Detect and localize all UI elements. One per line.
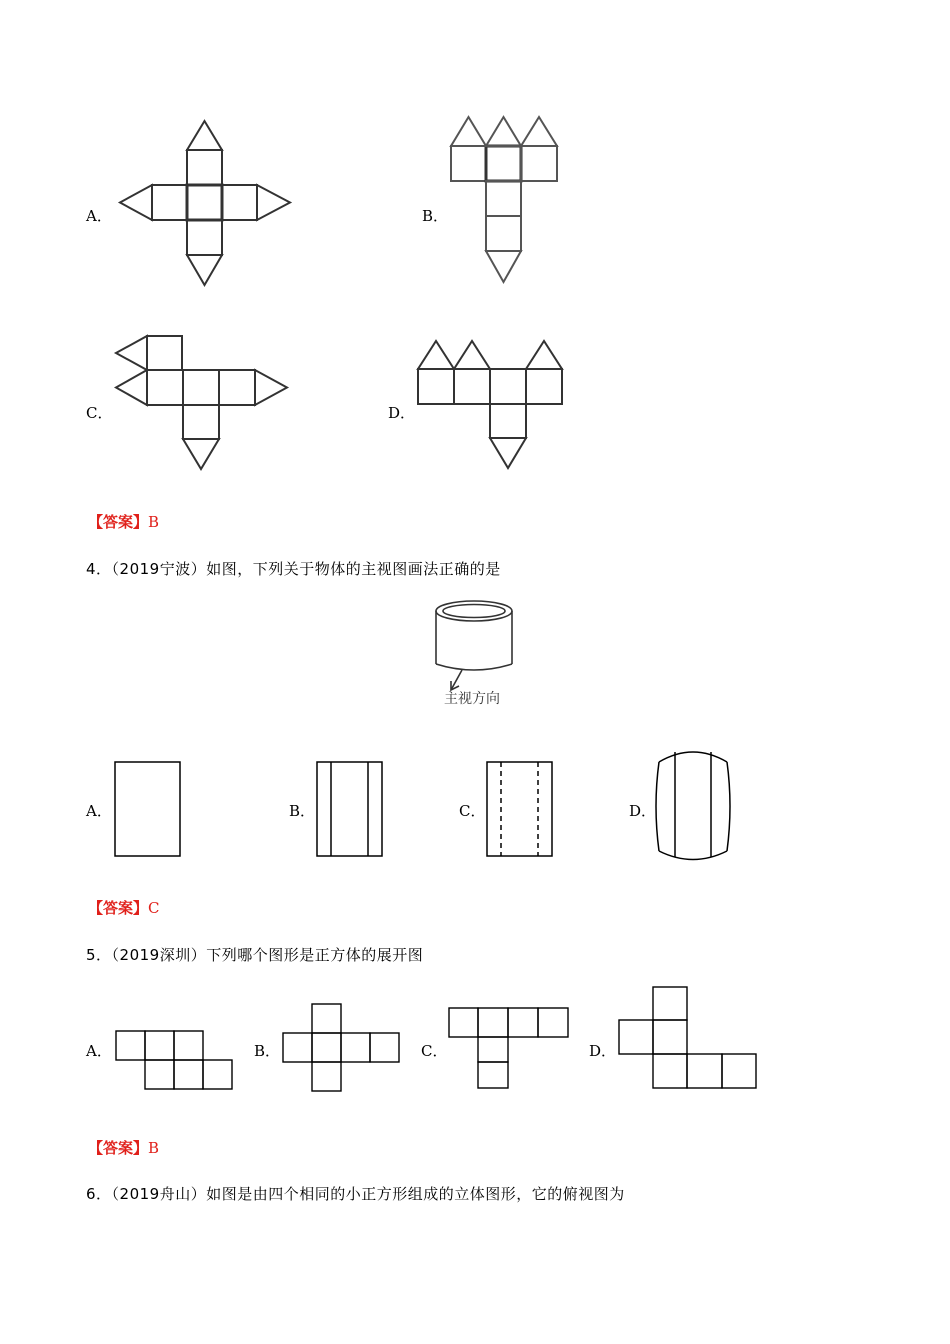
q5-answer xyxy=(88,1137,159,1158)
q4-text: 4．（2019宁波）如图，下列关于物体的主视图画法正确的是 xyxy=(86,560,501,578)
q5-text: 5．（2019深圳）下列哪个图形是正方体的展开图 xyxy=(86,946,424,964)
q5-option-a-label: A． xyxy=(86,1042,112,1060)
viewing-direction-label: 主视方向 xyxy=(444,691,500,707)
q3-option-a-label: A． xyxy=(86,207,112,225)
answer-tag: 【答案】 xyxy=(88,1139,149,1157)
q4-option-a-label: A． xyxy=(86,802,112,820)
q4-option-b-label: B． xyxy=(289,802,316,820)
answer-tag: 【答案】 xyxy=(88,899,149,917)
q3-option-c-label: C． xyxy=(86,404,113,422)
q6-text: 6．（2019舟山）如图是由四个相同的小正方形组成的立体图形，它的俯视图为 xyxy=(86,1185,625,1203)
q4-option-d-label: D． xyxy=(629,802,657,820)
answer-value: C xyxy=(148,899,160,917)
q4-option-c-label: C． xyxy=(459,802,486,820)
q5-option-b-label: B． xyxy=(254,1042,281,1060)
answer-tag: 【答案】 xyxy=(88,513,149,531)
answer-value: B xyxy=(148,1139,160,1157)
q5-option-c-label: C． xyxy=(421,1042,448,1060)
answer-value: B xyxy=(148,513,160,531)
q3-option-d-label: D． xyxy=(388,404,416,422)
q3-option-b-label: B． xyxy=(422,207,449,225)
q5-option-d-label: D． xyxy=(589,1042,617,1060)
